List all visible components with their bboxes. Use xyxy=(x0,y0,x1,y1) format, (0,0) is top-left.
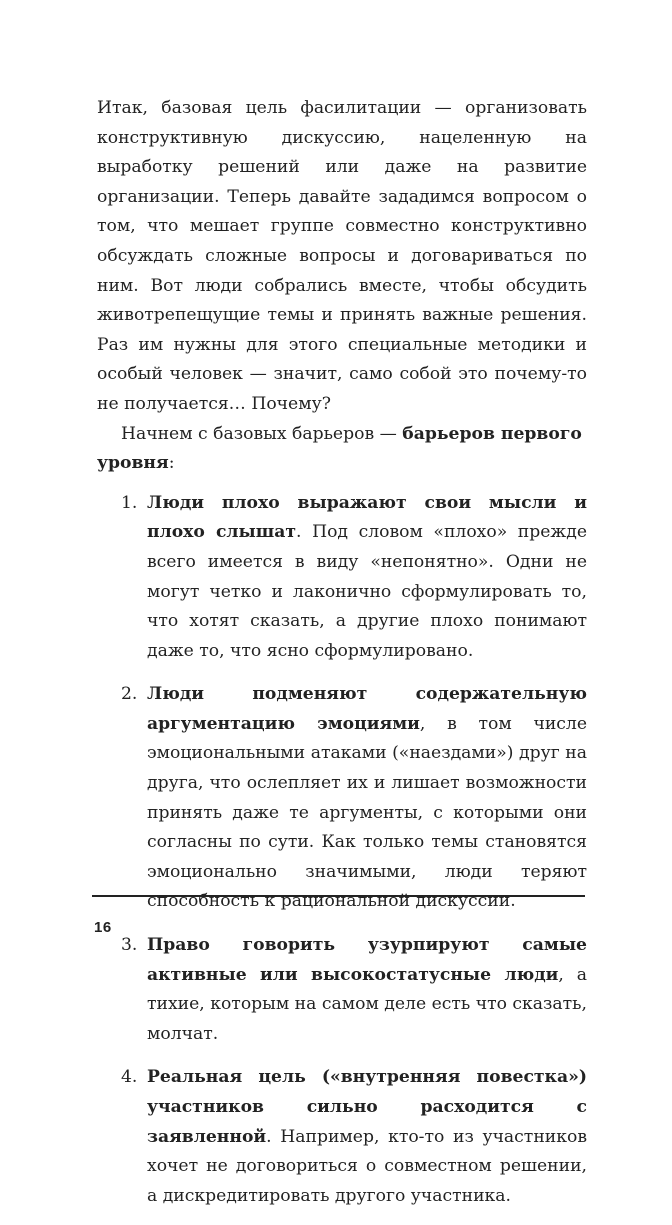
list-item-bold: Право говорить узурпируют самые активные или высокостатусные люди xyxy=(147,935,587,985)
list-item-text: , в том числе эмоциональными атаками («наездами») друг на друга, что ослепляет их и лишает возможности принять даже те аргументы, с которыми они согласны по сути. Как только темы становятся эмоционально значимыми, люди теряют способность к рациональной дискуссии. xyxy=(147,713,587,912)
list-item xyxy=(97,680,587,917)
lead-end: : xyxy=(168,453,175,474)
list-item-bold: Люди плохо выражают свои мысли и плохо слышат xyxy=(147,492,587,543)
footer-divider xyxy=(92,895,585,897)
list-number: 1. xyxy=(121,492,138,513)
body-text xyxy=(97,94,587,1225)
lead-bold: барьеров первого уровня xyxy=(97,423,582,474)
barrier-list xyxy=(97,489,587,1212)
intro-paragraph: Итак, базовая цель фасилитации — организовать конструктивную дискуссию, нацеленную на выработку решений или даже на развитие организации. Теперь давайте зададимся вопросом о том, что мешает группе совместно конструктивно обсуждать сложные вопросы и договариваться по ним. Вот люди собрались вместе, чтобы обсудить животрепещущие темы и принять важные решения. Раз им нужны для этого специальные методики и особый человек — значит, само собой это почему-то не получается… Почему? xyxy=(97,98,587,414)
lead-paragraph xyxy=(97,420,587,479)
list-item xyxy=(97,489,587,667)
list-number: 2. xyxy=(121,684,138,705)
lead-text: Начнем с базовых барьеров — xyxy=(121,423,403,444)
list-number: 4. xyxy=(121,1067,138,1088)
list-number: 3. xyxy=(121,935,138,956)
list-item xyxy=(97,1063,587,1211)
list-item-bold: Реальная цель («внутренняя повестка») участников сильно расходится с заявленной xyxy=(147,1067,587,1147)
list-item-text: . Под словом «плохо» прежде всего имеется в виду «непонятно». Одни не могут четко и лаконично сформулировать то, что хотят сказать, а другие плохо понимают даже то, что ясно сформулировано. xyxy=(147,522,587,661)
page-number: 16 xyxy=(94,919,112,936)
list-item-bold: Люди подменяют содержательную аргументацию эмоциями xyxy=(147,684,587,734)
list-item-text: , а тихие, которым на самом деле есть что сказать, молчат. xyxy=(147,964,587,1044)
list-item-text: . Например, кто-то из участников хочет не договориться о совместном решении, а дискредитировать другого участника. xyxy=(147,1126,587,1206)
list-item xyxy=(97,931,587,1049)
